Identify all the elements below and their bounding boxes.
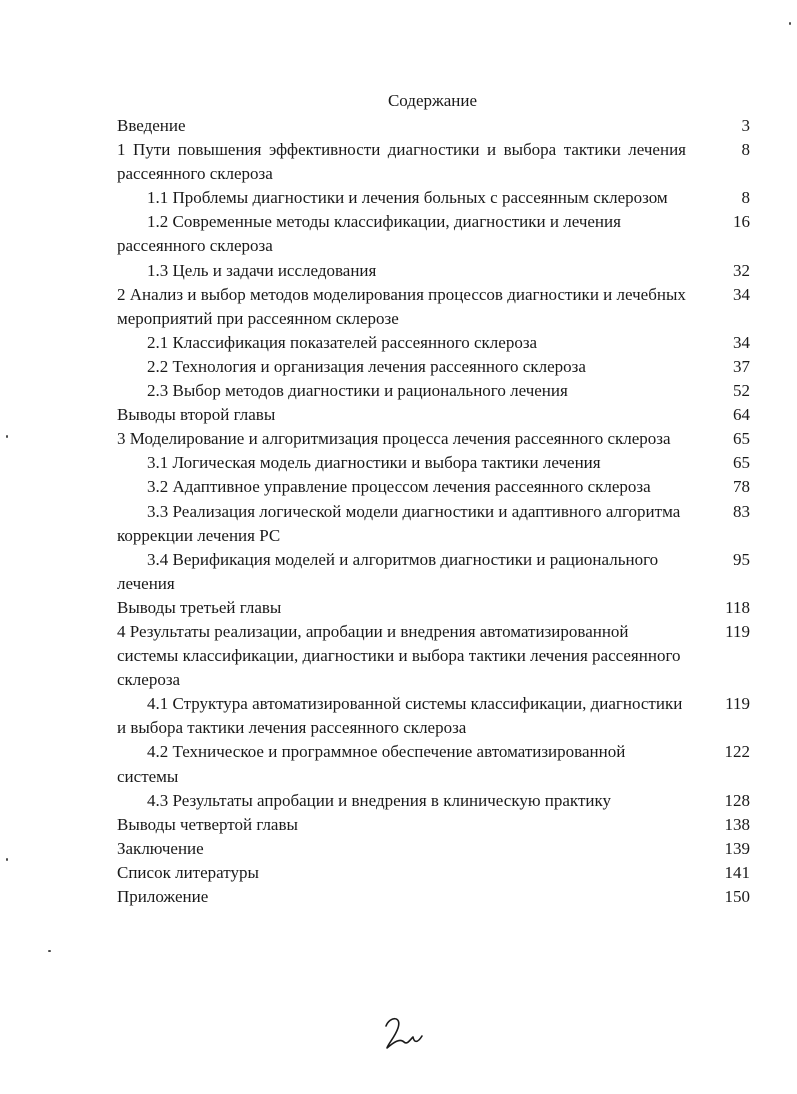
toc-entry-title: 2 Анализ и выбор методов моделирования процессов диагностики и лечебных мероприятий при рассеянном склерозе: [117, 284, 686, 328]
toc-entry-page: 65: [733, 453, 750, 473]
toc-entry-title: 1.3 Цель и задачи исследования: [147, 260, 377, 280]
toc-entry: [117, 138, 750, 186]
toc-entry: [117, 548, 750, 596]
toc-entry-page: 3: [741, 116, 750, 135]
toc-entry: [117, 596, 750, 620]
toc-entry: [117, 885, 750, 909]
toc-entry-title: 2.3 Выбор методов диагностики и рационального лечения: [147, 381, 568, 401]
toc-entry-page: 122: [724, 742, 750, 762]
toc-entry-page: 119: [725, 621, 750, 641]
toc-entry-title: 2.1 Классификация показателей рассеянного склероза: [147, 332, 538, 352]
toc-entry-page: 78: [733, 477, 750, 497]
scan-speck: [48, 950, 51, 952]
toc-entry-page: 95: [733, 549, 750, 569]
toc-entry-title: 1 Пути повышения эффективности диагностики и выбора тактики лечения рассеянного склероза: [117, 140, 686, 184]
scan-speck: [789, 22, 791, 25]
toc-entry-page: 34: [733, 332, 750, 352]
toc-entry-page: 150: [724, 887, 750, 906]
toc-entry-title: 1.1 Проблемы диагностики и лечения больных с рассеянным склерозом: [147, 188, 668, 208]
toc-entry-title: 3.2 Адаптивное управление процессом лечения рассеянного склероза: [147, 477, 651, 497]
toc-entry-page: 65: [733, 429, 750, 449]
toc-entry: [117, 813, 750, 837]
toc-entry-page: 64: [733, 405, 750, 425]
toc-entry: [117, 789, 750, 813]
toc-entry-page: 32: [733, 260, 750, 280]
toc-entry-page: 141: [724, 862, 750, 882]
toc-entry-title: 4.2 Техническое и программное обеспечение автоматизированной системы: [117, 742, 626, 786]
toc-entry: [117, 210, 750, 258]
toc-entry: [117, 451, 750, 475]
toc-entry-title: Выводы второй главы: [117, 405, 276, 425]
toc-entry-page: 139: [724, 838, 750, 858]
toc-entry: [117, 114, 750, 138]
toc-entry-page: 52: [733, 381, 750, 401]
toc-entry: [117, 692, 750, 740]
toc-entry-title: Введение: [117, 116, 186, 135]
toc-entry: [117, 379, 750, 403]
scan-speck: [6, 858, 8, 861]
toc-entry-title: Заключение: [117, 838, 204, 858]
toc-entry: [117, 740, 750, 788]
toc-entry-page: 34: [733, 284, 750, 304]
page-title: Содержание: [387, 91, 478, 110]
toc-entry: [117, 283, 750, 331]
toc-entry-page: 37: [733, 356, 750, 376]
toc-entry: [117, 620, 750, 692]
table-of-contents: [117, 114, 750, 909]
toc-entry-title: Выводы третьей главы: [117, 597, 282, 617]
toc-entry-title: 4 Результаты реализации, апробации и внедрения автоматизированной системы классификации, диагностики и выбора тактики лечения рассеянного склероза: [117, 621, 681, 690]
toc-entry-title: 4.3 Результаты апробации и внедрения в клиническую практику: [147, 790, 612, 810]
toc-entry: [117, 355, 750, 379]
toc-entry-title: 1.2 Современные методы классификации, диагностики и лечения рассеянного склероза: [117, 212, 621, 256]
toc-entry: [117, 259, 750, 283]
toc-entry-title: 3.4 Верификация моделей и алгоритмов диагностики и рационального лечения: [117, 549, 659, 593]
toc-entry-title: Список литературы: [117, 862, 259, 882]
scan-speck: [6, 435, 8, 438]
toc-entry-page: 118: [725, 597, 750, 617]
toc-entry-title: 4.1 Структура автоматизированной системы классификации, диагностики и выбора тактики лечения рассеянного склероза: [117, 694, 683, 738]
toc-entry: [117, 500, 750, 548]
toc-entry-page: 83: [733, 501, 750, 521]
toc-entry-page: 128: [724, 790, 750, 810]
toc-entry: [117, 403, 750, 427]
toc-entry: [117, 331, 750, 355]
toc-entry: [117, 861, 750, 885]
toc-entry-title: 3.3 Реализация логической модели диагностики и адаптивного алгоритма коррекции лечения РС: [117, 501, 681, 545]
toc-entry-page: 119: [725, 694, 750, 714]
handwritten-page-number: [380, 1012, 424, 1052]
toc-entry-page: 16: [733, 212, 750, 232]
toc-entry: [117, 475, 750, 499]
toc-entry: [117, 427, 750, 451]
toc-entry-title: Выводы четвертой главы: [117, 814, 298, 834]
toc-entry-page: 8: [741, 140, 750, 160]
toc-entry-page: 138: [724, 814, 750, 834]
toc-entry-title: 3.1 Логическая модель диагностики и выбора тактики лечения: [147, 453, 601, 473]
toc-entry-title: 3 Моделирование и алгоритмизация процесса лечения рассеянного склероза: [117, 429, 671, 449]
toc-entry-title: Приложение: [117, 887, 209, 906]
toc-entry: [117, 837, 750, 861]
toc-entry: [117, 186, 750, 210]
toc-entry-title: 2.2 Технология и организация лечения рассеянного склероза: [147, 356, 586, 376]
toc-entry-page: 8: [741, 188, 750, 208]
